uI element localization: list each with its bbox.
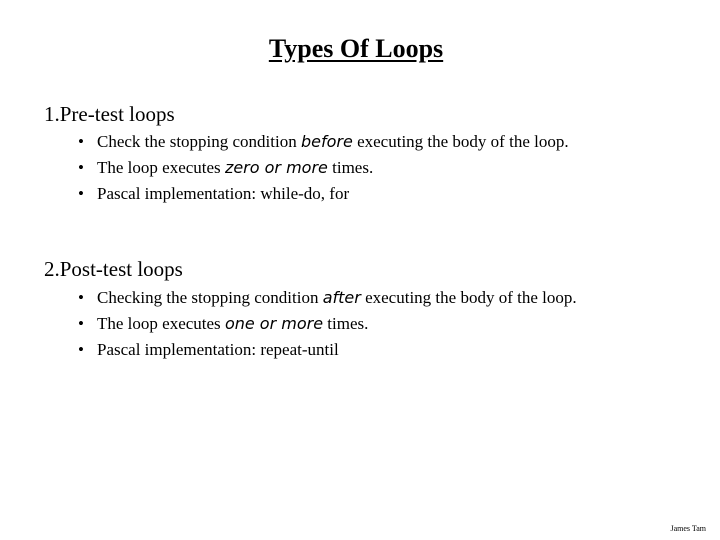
bullet-text: executing the body of the loop. (352, 132, 569, 151)
section-title: Post-test loops (59, 257, 183, 281)
list-item (78, 311, 577, 337)
pre-test-bullet-list (78, 129, 569, 207)
bullet-icon: • (78, 158, 84, 177)
list-item (78, 129, 569, 155)
slide-title: Types Of Loops (268, 34, 444, 63)
bullet-emphasis: after (322, 288, 361, 307)
bullet-text: Pascal implementation: repeat-until (97, 340, 339, 359)
section-title: Pre-test loops (59, 102, 175, 126)
bullet-emphasis: zero or more (224, 158, 328, 177)
bullet-icon: • (78, 184, 84, 203)
bullet-emphasis: before (300, 132, 353, 151)
list-item (78, 155, 569, 181)
bullet-icon: • (78, 132, 84, 151)
section-number: 2. (44, 257, 60, 281)
section-heading-post-test (44, 257, 183, 282)
bullet-emphasis: one or more (224, 314, 324, 333)
bullet-text: The loop executes (97, 314, 225, 333)
section-number: 1. (44, 102, 60, 126)
bullet-text: The loop executes (97, 158, 225, 177)
bullet-text: executing the body of the loop. (360, 288, 577, 307)
section-heading-pre-test (44, 102, 175, 127)
bullet-text: Check the stopping condition (97, 132, 301, 151)
bullet-icon: • (78, 314, 84, 333)
bullet-text: times. (327, 158, 374, 177)
bullet-text: Pascal implementation: while-do, for (97, 184, 350, 203)
bullet-icon: • (78, 340, 84, 359)
bullet-icon: • (78, 288, 84, 307)
bullet-text: times. (323, 314, 369, 333)
list-item (78, 285, 577, 311)
footer-author: James Tam (670, 524, 706, 533)
list-item (78, 337, 577, 363)
list-item (78, 181, 569, 207)
post-test-bullet-list (78, 285, 577, 363)
bullet-text: Checking the stopping condition (97, 288, 323, 307)
